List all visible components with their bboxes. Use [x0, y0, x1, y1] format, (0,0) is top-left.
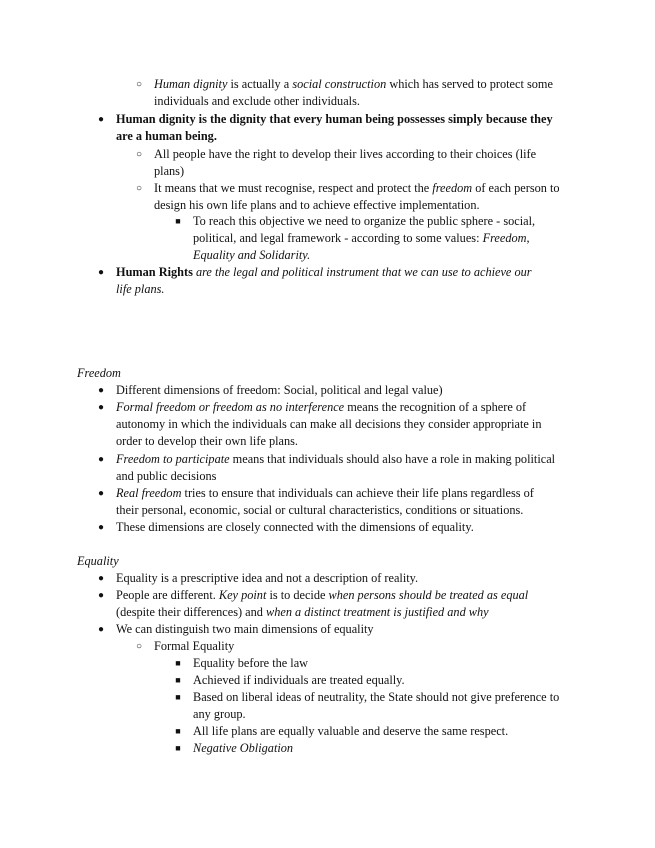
top-item-4: It means that we must recognise, respect and protect the freedom of each person to [154, 181, 560, 195]
top-item-6-cont: life plans. [116, 282, 165, 296]
dot-bullet-icon: ● [97, 522, 105, 533]
formal-equality-item-2: Achieved if individuals are treated equally. [193, 673, 405, 687]
top-item-2-cont: are a human being. [116, 129, 217, 143]
dot-bullet-icon: ● [97, 624, 105, 635]
freedom-item-3: Freedom to participate means that individuals should also have a role in making political [116, 452, 556, 466]
circle-bullet-icon: ○ [135, 79, 143, 90]
freedom-item-4: Real freedom tries to ensure that individuals can achieve their life plans regardless of [116, 486, 534, 500]
square-bullet-icon: ■ [175, 658, 181, 668]
square-bullet-icon: ■ [175, 726, 181, 736]
dot-bullet-icon: ● [97, 488, 105, 499]
formal-equality-item-4: All life plans are equally valuable and deserve the same respect. [193, 724, 509, 738]
equality-item-2-cont: (despite their differences) and when a distinct treatment is justified and why [116, 605, 489, 619]
formal-equality-item-3-cont: any group. [193, 707, 246, 721]
formal-equality-item-3: Based on liberal ideas of neutrality, the State should not give preference to [193, 690, 560, 704]
top-item-3-cont: plans) [154, 164, 185, 178]
dot-bullet-icon: ● [97, 454, 105, 465]
top-item-6: Human Rights are the legal and political instrument that we can use to achieve our [116, 265, 532, 279]
square-bullet-icon: ■ [175, 692, 181, 702]
dot-bullet-icon: ● [97, 402, 105, 413]
top-item-1: Human dignity is actually a social construction which has served to protect some [154, 77, 553, 91]
top-item-5-cont: political, and legal framework - according to some values: Freedom, [193, 231, 530, 245]
freedom-item-2: Formal freedom or freedom as no interference means the recognition of a sphere of [116, 400, 527, 414]
freedom-item-2-cont: autonomy in which the individuals can make all decisions they consider appropriate in [116, 417, 542, 431]
equality-item-2: People are different. Key point is to decide when persons should be treated as equal [116, 588, 529, 602]
freedom-item-5: These dimensions are closely connected with the dimensions of equality. [116, 520, 474, 534]
freedom-item-3-cont: and public decisions [116, 469, 217, 483]
formal-equality-item-5: Negative Obligation [193, 741, 294, 755]
top-item-5-cont2: Equality and Solidarity. [193, 248, 311, 262]
square-bullet-icon: ■ [175, 216, 181, 226]
formal-equality-item-1: Equality before the law [193, 656, 309, 670]
freedom-item-4-cont: their personal, economic, social or cultural characteristics, conditions or situations. [116, 503, 524, 517]
dot-bullet-icon: ● [97, 385, 105, 396]
dot-bullet-icon: ● [97, 590, 105, 601]
freedom-item-2-cont2: order to develop their own life plans. [116, 434, 299, 448]
dot-bullet-icon: ● [97, 267, 105, 278]
top-item-3: All people have the right to develop their lives according to their choices (life [154, 147, 537, 161]
equality-item-1: Equality is a prescriptive idea and not a description of reality. [116, 571, 419, 585]
top-item-1-cont: individuals and exclude other individuals. [154, 94, 360, 108]
square-bullet-icon: ■ [175, 743, 181, 753]
dot-bullet-icon: ● [97, 114, 105, 125]
top-item-4-cont: design his own life plans and to achieve effective implementation. [154, 198, 480, 212]
freedom-item-1: Different dimensions of freedom: Social, political and legal value) [116, 383, 443, 397]
dot-bullet-icon: ● [97, 573, 105, 584]
circle-bullet-icon: ○ [135, 149, 143, 160]
freedom-heading: Freedom [77, 366, 121, 380]
formal-equality-label: Formal Equality [154, 639, 235, 653]
top-item-5: To reach this objective we need to organize the public sphere - social, [193, 214, 536, 228]
equality-item-3: We can distinguish two main dimensions of equality [116, 622, 374, 636]
top-item-2: Human dignity is the dignity that every human being possesses simply because they [116, 112, 553, 126]
equality-heading: Equality [77, 554, 119, 568]
circle-bullet-icon: ○ [135, 641, 143, 652]
circle-bullet-icon: ○ [135, 183, 143, 194]
square-bullet-icon: ■ [175, 675, 181, 685]
